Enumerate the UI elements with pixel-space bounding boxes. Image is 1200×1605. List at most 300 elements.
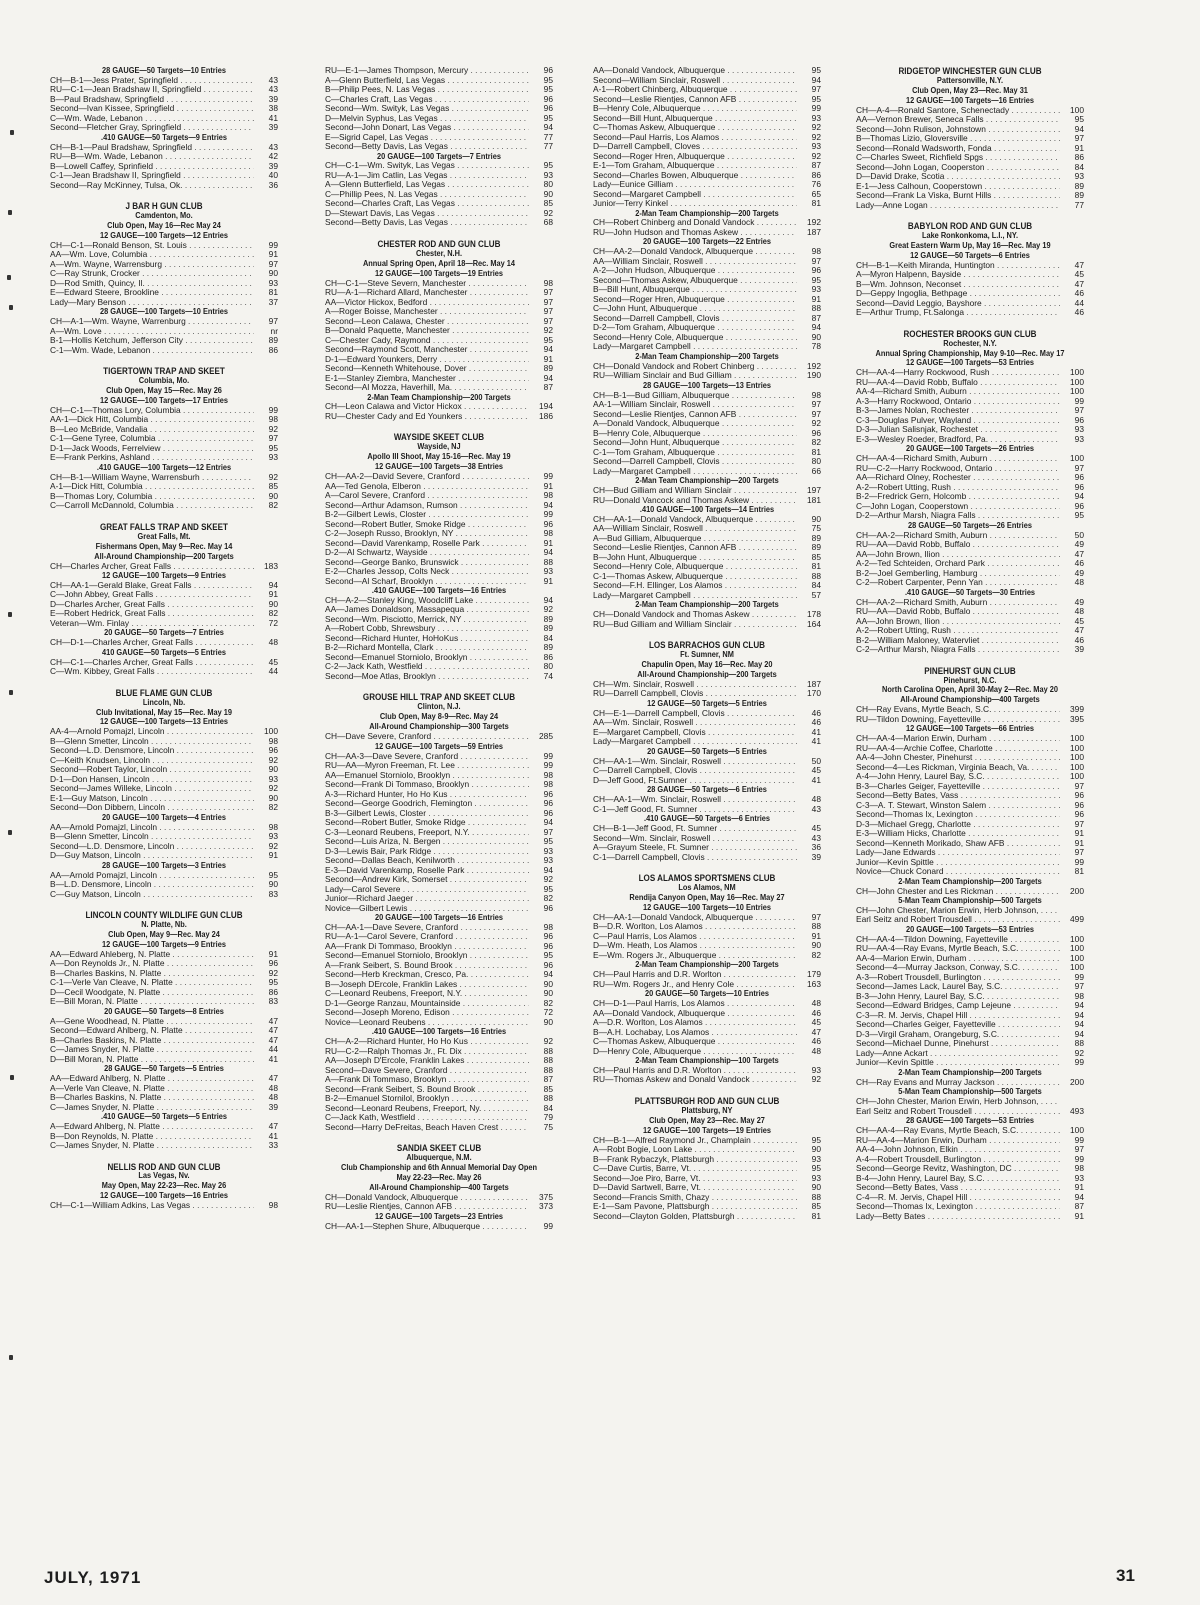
event-heading: All-Around Championship—200 Targets [637, 669, 777, 680]
score: 95 [543, 74, 553, 85]
shooter-entry: Second—Paul Harris, Los Alamos . . . [593, 133, 797, 143]
result-row [325, 558, 553, 568]
result-row [325, 520, 553, 530]
club-results [50, 688, 278, 899]
club-name: PINEHURST GUN CLUB [924, 664, 1016, 676]
score: 100 [1070, 453, 1084, 464]
shooter-entry: Second—Wm. Sinclair, Roswell . . . [593, 834, 797, 844]
score: 99 [1074, 395, 1084, 406]
event-heading: Chester, N.H. [415, 247, 463, 258]
shooter-entry: Second—Henry Cole, Albuquerque . . . [593, 333, 797, 343]
page-number: 31 [1116, 1566, 1135, 1585]
shooter-entry: RU—E-1—James Thompson, Mercury . . . [325, 66, 529, 76]
shooter-entry: CH—B-1—Alfred Raymond Jr., Champlain . . . [593, 1136, 797, 1146]
column [325, 66, 553, 1242]
score: 46 [811, 717, 821, 728]
result-row [593, 718, 821, 728]
club-name: LOS BARRACHOS GUN CLUB [648, 639, 766, 651]
score: 36 [268, 179, 278, 190]
event-heading: Los Alamos, NM [678, 882, 736, 892]
score: 99 [1074, 1153, 1084, 1164]
shooter-entry: C-3—A. T. Stewart, Winston Salem . . . [856, 801, 1060, 811]
score: 84 [543, 632, 553, 643]
score: 88 [811, 570, 821, 581]
result-row [325, 529, 553, 539]
result-row [325, 951, 553, 961]
shooter-entry: Second—Edward Ahlberg, N. Platte . . . [50, 1026, 254, 1036]
shooter-entry: E—Wm. Rogers Jr., Albuquerque . . . [593, 951, 797, 961]
event-heading: Club Open, May 23—Rec. May 31 [912, 84, 1028, 95]
shooter-entry: Second—Charles Bowen, Albuquerque . . . [593, 171, 797, 181]
event-heading: Great Eastern Warm Up, May 16—Rec. May 19 [889, 239, 1051, 250]
result-row [50, 473, 278, 483]
result-row [593, 1155, 821, 1165]
score: 89 [1074, 190, 1084, 201]
shooter-entry: Second—Harry DeFreitas, Beach Haven Crest . . . [325, 1123, 529, 1133]
shooter-entry: Second—Robert Taylor, Lincoln . . . [50, 765, 254, 775]
shooter-entry: CH—C-1—Charles Archer, Great Falls . . . [50, 658, 254, 668]
score: 47 [268, 1015, 278, 1026]
score: 164 [807, 618, 821, 629]
scan-speck [9, 1355, 13, 1360]
score: 49 [1074, 596, 1084, 607]
column [50, 66, 278, 1222]
shooter-entry: B—Frank Rybaczyk, Plattsburgh . . . [593, 1155, 797, 1165]
result-row [593, 314, 821, 324]
score: 38 [268, 103, 278, 114]
score: 178 [807, 609, 821, 620]
score: 87 [811, 312, 821, 323]
result-row [593, 1136, 821, 1146]
shooter-entry: C-1—Verle Van Cleave, N. Platte . . . [50, 978, 254, 988]
shooter-entry: E-1—Guy Matson, Lincoln . . . [50, 794, 254, 804]
shooter-entry: B-2—Gilbert Lewis, Closter . . . [325, 510, 529, 520]
result-row [593, 95, 821, 105]
shooter-entry: Second—Leonard Reubens, Freeport, Ny. . . . [325, 1104, 529, 1114]
shooter-entry: CH—AA-4—Harry Rockwood, Rush . . . [856, 368, 1060, 378]
score: 98 [268, 735, 278, 746]
score: 82 [543, 893, 553, 903]
shooter-entry: Veteran—Wm. Finlay . . . [50, 619, 254, 629]
shooter-entry: Second—L.D. Densmore, Lincoln . . . [50, 842, 254, 852]
result-row [50, 600, 278, 610]
shooter-entry: Second—Francis Smith, Chazy . . . [593, 1193, 797, 1203]
score: 94 [543, 344, 553, 355]
score: 493 [1070, 1105, 1084, 1116]
result-row [593, 104, 821, 114]
result-row [50, 415, 278, 425]
shooter-entry: A—Donald Vandock, Albuquerque . . . [593, 419, 797, 429]
shooter-entry: Second—David Leggio, Bayshore . . . [856, 299, 1060, 309]
event-heading: 12 GAUGE—50 Targets—5 Entries [647, 697, 767, 708]
result-row [593, 913, 821, 923]
shooter-entry: Second—Leslie Rientjes, Cannon AFB . . . [593, 543, 797, 553]
result-row [593, 276, 821, 286]
score: 72 [543, 1007, 553, 1018]
score: 95 [543, 836, 553, 846]
score: 95 [268, 977, 278, 988]
result-row [50, 492, 278, 502]
shooter-entry: D—David Drake, Scotia . . . [856, 172, 1060, 182]
result-row [856, 1183, 1084, 1193]
score: 39 [1074, 644, 1084, 655]
event-heading: May 22-23—Rec. May 26 [396, 1172, 482, 1183]
event-heading: 20 GAUGE—100 Targets—4 Entries [102, 811, 226, 822]
result-row [50, 880, 278, 890]
result-row [50, 581, 278, 591]
score: 97 [1074, 981, 1084, 992]
shooter-entry: B—John Hunt, Albuquerque . . . [593, 553, 797, 563]
score: 80 [543, 179, 553, 190]
score: 90 [268, 764, 278, 775]
club-results [325, 239, 553, 422]
shooter-entry: Second—Andrew Kirk, Somerset . . . [325, 875, 529, 885]
event-heading: Great Falls, Mt. [137, 530, 191, 541]
score: 92 [811, 1074, 821, 1085]
shooter-entry: A-3—Richard Hunter, Ho Ho Kus . . . [325, 790, 529, 800]
score: 89 [543, 613, 553, 624]
shooter-entry: Second—Roger Hren, Albuquerque . . . [593, 295, 797, 305]
shooter-entry: Second—Leon Calawa, Chester . . . [325, 317, 529, 327]
result-row [856, 1202, 1084, 1212]
score: 96 [543, 66, 553, 75]
result-row [856, 906, 1084, 916]
club-results [50, 1162, 278, 1211]
shooter-entry: Second—Henry Cole, Albuquerque . . . [593, 562, 797, 572]
event-heading: 12 GAUGE—100 Targets—12 Entries [99, 230, 229, 241]
shooter-entry: C-1—Jean Bradshaw II, Springfield . . . [50, 171, 254, 181]
shooter-entry: A—Wm. Love . . . [50, 327, 254, 337]
event-heading: 12 GAUGE—100 Targets—19 Entries [374, 267, 504, 278]
shooter-entry: Second—Kenneth Whitehouse, Dover . . . [325, 364, 529, 374]
shooter-entry: A-4—Robert Trousdell, Burlington . . . [856, 1155, 1060, 1165]
score: 97 [811, 255, 821, 266]
score: 45 [1074, 269, 1084, 280]
shooter-entry: D-1—Jack Woods, Ferrelview . . . [50, 444, 254, 454]
shooter-entry: E-3—Wesley Roeder, Bradford, Pa. . . . [856, 435, 1060, 445]
shooter-entry: Second—Darrell Campbell, Clovis . . . [593, 314, 797, 324]
shooter-entry: AA—Vernon Brewer, Seneca Falls . . . [856, 115, 1060, 125]
event-heading: 5-Man Team Championship—500 Targets [898, 895, 1042, 906]
result-row [50, 317, 278, 327]
score: 46 [811, 1007, 821, 1018]
result-row [856, 992, 1084, 1002]
event-heading: 2-Man Team Championship—200 Targets [635, 350, 779, 361]
result-row [593, 1183, 821, 1193]
event-heading: 2-Man Team Championship—200 Targets [635, 599, 779, 610]
result-row [856, 944, 1084, 954]
event-heading: Camdenton, Mo. [135, 210, 193, 221]
shooter-entry: Second—Thomas Askew, Albuquerque . . . [593, 276, 797, 286]
result-row [593, 133, 821, 143]
score: 98 [543, 779, 553, 789]
event-heading: .410 GAUGE—50 Targets—30 Entries [904, 586, 1036, 597]
result-row [856, 744, 1084, 754]
score: 95 [543, 950, 553, 961]
shooter-entry: RU—C-2—Ralph Thomas Jr., Ft. Dix . . . [325, 1047, 529, 1057]
shooter-entry: Second—Betty Davis, Las Vegas . . . [325, 142, 529, 152]
event-heading: All-Around Championship—400 Targets [369, 1181, 509, 1192]
shooter-entry: B—Charles Baskins, N. Platte . . . [50, 1093, 254, 1103]
shooter-entry: D—Henry Cole, Albuquerque . . . [593, 1047, 797, 1057]
shooter-entry: CH—B-1—Paul Bradshaw, Springfield . . . [50, 143, 254, 153]
result-row [856, 1011, 1084, 1021]
result-row [856, 134, 1084, 144]
shooter-entry: CH—AA-1—Wm. Sinclair, Roswell . . . [593, 795, 797, 805]
shooter-entry: CH—C-1—Wm. Swityk, Las Vegas . . . [325, 161, 529, 171]
result-row [593, 941, 821, 951]
event-heading: 28 GAUGE—100 Targets—53 Entries [905, 1115, 1035, 1126]
score: 94 [543, 594, 553, 605]
score: 90 [543, 978, 553, 989]
shooter-entry: B—Glenn Smetter, Lincoln . . . [50, 737, 254, 747]
shooter-entry: D-2—Arthur Marsh, Niagra Falls . . . [856, 511, 1060, 521]
shooter-entry: Lady—Carol Severe . . . [325, 885, 529, 895]
event-heading: N. Platte, Nb. [141, 919, 187, 930]
shooter-entry: C-1—Jeff Good, Ft. Sumner . . . [593, 805, 797, 815]
score: 86 [1074, 152, 1084, 163]
shooter-entry: Second—Wm. Swityk, Las Vegas . . . [325, 104, 529, 114]
result-row [325, 1094, 553, 1104]
club-results [325, 1143, 553, 1231]
club-results [856, 329, 1084, 655]
score: 77 [543, 131, 553, 142]
column [856, 66, 1084, 1232]
score: 192 [807, 217, 821, 228]
result-row [593, 438, 821, 448]
result-row [593, 834, 821, 844]
event-heading: 20 GAUGE—100 Targets—16 Entries [374, 912, 504, 922]
shooter-entry: E—Edward Steere, Brookline . . . [50, 288, 254, 298]
score: 96 [1074, 414, 1084, 425]
shooter-entry: B—Henry Cole, Albuquerque . . . [593, 104, 797, 114]
shooter-entry: Second—John Hunt, Albuquerque . . . [593, 438, 797, 448]
result-row [593, 853, 821, 863]
event-heading: Lincoln, Nb. [142, 696, 186, 707]
result-row [325, 809, 553, 819]
result-row [593, 757, 821, 767]
score: 163 [807, 978, 821, 989]
shooter-entry: AA—Victor Hickox, Bedford . . . [325, 298, 529, 308]
result-row [325, 923, 553, 933]
shooter-entry: B-2—William Maloney, Watervliet . . . [856, 636, 1060, 646]
result-row [856, 144, 1084, 154]
event-heading: 2-Man Team Championship—200 Targets [635, 207, 779, 218]
result-row [50, 1122, 278, 1132]
score: 75 [543, 1121, 553, 1132]
shooter-entry: A—Verle Van Cleave, N. Platte . . . [50, 1084, 254, 1094]
event-heading: Club Open, May 23—Rec. May 27 [649, 1114, 765, 1125]
score: 47 [268, 1073, 278, 1084]
shooter-entry: B-2—Joel Gemberling, Hamburg . . . [856, 569, 1060, 579]
shooter-entry: RU—AA—David Robb, Buffalo . . . [856, 607, 1060, 617]
shooter-entry: CH—D-1—Charles Archer, Great Falls . . . [50, 638, 254, 648]
scan-speck [9, 690, 13, 695]
result-row [856, 569, 1084, 579]
score: 43 [811, 832, 821, 843]
event-heading: Annual Spring Championship, May 9-10—Rec. May 17 [875, 347, 1065, 358]
score: 43 [268, 74, 278, 85]
score: 39 [811, 851, 821, 862]
shooter-entry: C—Charles Sweet, Richfield Spgs . . . [856, 153, 1060, 163]
result-row [50, 434, 278, 444]
result-row [50, 241, 278, 251]
shooter-entry: AA—Arnold Pomajzl, Lincoln . . . [50, 871, 254, 881]
score: 93 [543, 845, 553, 856]
shooter-entry: CH—AA-2—Richard Smith, Auburn . . . [856, 531, 1060, 541]
result-row [856, 1193, 1084, 1203]
result-row [593, 419, 821, 429]
score: 85 [543, 1083, 553, 1094]
shooter-entry: D-2—Al Schwartz, Wayside . . . [325, 548, 529, 558]
shooter-entry: E-1—Jess Calhoun, Cooperstown . . . [856, 182, 1060, 192]
result-row [856, 182, 1084, 192]
shooter-entry: Second—Betty Bates, Vass . . . [856, 791, 1060, 801]
result-row [325, 161, 553, 171]
score: 88 [543, 1064, 553, 1075]
shooter-entry: RU—Bud Gilliam and William Sinclair . . . [593, 620, 797, 630]
result-row [593, 85, 821, 95]
shooter-entry: Second—Fletcher Gray, Springfield . . . [50, 123, 254, 133]
score: 99 [1074, 1057, 1084, 1068]
event-heading: Fishermans Open, May 9—Rec. May 14 [95, 540, 233, 551]
score: 43 [268, 84, 278, 95]
event-heading: 28 GAUGE—100 Targets—13 Entries [642, 379, 772, 390]
shooter-entry: Second—Clayton Golden, Plattsburgh . . . [593, 1212, 797, 1222]
score: 94 [543, 122, 553, 132]
shooter-entry: RU—William Sinclair and Bud Gilliam . . . [593, 371, 797, 381]
event-heading: 12 GAUGE—100 Targets—9 Entries [102, 570, 226, 580]
shooter-entry: Second—Luis Ariza, N. Bergen . . . [325, 837, 529, 847]
result-row [856, 201, 1084, 211]
score: 98 [268, 821, 278, 832]
club-name: BLUE FLAME GUN CLUB [115, 686, 213, 698]
event-heading: Club Invitational, May 15—Rec. May 19 [96, 706, 232, 717]
result-row [593, 304, 821, 314]
shooter-entry: Second—Thomas Ix, Lexington . . . [856, 1202, 1060, 1212]
score: 95 [811, 274, 821, 285]
score: 95 [543, 883, 553, 894]
shooter-entry: D—Stewart Davis, Las Vegas . . . [325, 209, 529, 219]
shooter-entry: Second—Frank La Viska, Burnt Hills . . . [856, 191, 1060, 201]
result-row [593, 76, 821, 86]
score: 39 [268, 1101, 278, 1112]
result-row [856, 406, 1084, 416]
score: 81 [811, 198, 821, 208]
club-name: LINCOLN COUNTY WILDLIFE GUN CLUB [85, 909, 243, 921]
result-row [325, 790, 553, 800]
shooter-entry: A-1—Dick Hitt, Columbia . . . [50, 482, 254, 492]
scan-speck [8, 612, 12, 617]
result-row [856, 559, 1084, 569]
score: 95 [543, 160, 553, 171]
shooter-entry: D—Geppy Ingoglia, Bethpage . . . [856, 289, 1060, 299]
shooter-entry: A-2—Ted Schteiden, Orchard Park . . . [856, 559, 1060, 569]
shooter-entry: CH—AA-1—Gerald Blake, Great Falls . . . [50, 581, 254, 591]
shooter-entry: CH—A-1—Wm. Wayne, Warrenburg . . . [50, 317, 254, 327]
shooter-entry: A—D.R. Worlton, Los Alamos . . . [593, 1018, 797, 1028]
result-row [593, 1066, 821, 1076]
score: 84 [811, 580, 821, 591]
shooter-entry: B—Leo McBride, Vandalia . . . [50, 425, 254, 435]
shooter-entry: CH—Donald Vandock and Thomas Askew . . . [593, 610, 797, 620]
shooter-entry: C—John Abbey, Great Falls . . . [50, 590, 254, 600]
score: 47 [268, 1025, 278, 1036]
score: 95 [543, 334, 553, 345]
shooter-entry: B—Joseph DErcole, Franklin Lakes . . . [325, 980, 529, 990]
score: 94 [543, 969, 553, 980]
shooter-entry: AA—Joseph D'Ercole, Franklin Lakes . . . [325, 1056, 529, 1066]
score: 90 [268, 879, 278, 890]
result-row [593, 257, 821, 267]
score: 93 [543, 566, 553, 577]
event-heading: North Carolina Open, April 30-May 2—Rec. May 20 [882, 684, 1058, 695]
result-row [325, 66, 553, 76]
shooter-entry: A—Robt Bogie, Loon Lake . . . [593, 1145, 797, 1155]
event-heading: Pattersonville, N.Y. [936, 74, 1004, 85]
result-row [325, 942, 553, 952]
shooter-entry: AA—William Sinclair, Roswell . . . [593, 257, 797, 267]
shooter-entry: CH—B-1—Keith Miranda, Huntington . . . [856, 261, 1060, 271]
result-row [325, 856, 553, 866]
shooter-entry: AA—Edward Ahlberg, N. Platte . . . [50, 1074, 254, 1084]
shooter-entry: Second—L.D. Densmore, Lincoln . . . [50, 746, 254, 756]
result-row [325, 123, 553, 133]
result-row [325, 662, 553, 672]
result-row [856, 1145, 1084, 1155]
score: 99 [268, 239, 278, 250]
shooter-entry: Second—Al Mozza, Haverhill, Ma. . . . [325, 383, 529, 393]
score: 99 [1074, 1134, 1084, 1145]
score: 94 [811, 74, 821, 85]
event-heading: Club Open, May 9—Rec. May 24 [108, 928, 220, 939]
result-row [593, 161, 821, 171]
score: 100 [1070, 1125, 1084, 1136]
shooter-entry: CH—AA-4—Ray Evans, Myrtle Beach, S.C. . . . [856, 1126, 1060, 1136]
score: 80 [543, 661, 553, 672]
result-row [50, 425, 278, 435]
result-row [593, 400, 821, 410]
club-results [856, 666, 1084, 1221]
result-row [856, 636, 1084, 646]
issue-date: JULY, 1971 [44, 1568, 142, 1587]
result-row [593, 218, 821, 228]
result-row [50, 181, 278, 191]
result-row [856, 626, 1084, 636]
shooter-entry: CH—AA-4—Marion Erwin, Durham . . . [856, 734, 1060, 744]
result-row [593, 562, 821, 572]
score: 100 [1070, 761, 1084, 772]
result-row [593, 190, 821, 200]
shooter-entry: B—Charles Baskins, N. Platte . . . [50, 1036, 254, 1046]
result-row [325, 364, 553, 374]
score: 43 [268, 141, 278, 152]
club-results [50, 66, 278, 190]
score: 85 [811, 551, 821, 562]
score: 81 [811, 1210, 821, 1221]
result-row [325, 288, 553, 298]
shooter-entry: AA-4—John Chester, Pinehurst . . . [856, 753, 1060, 763]
club-name: SANDIA SKEET CLUB [396, 1142, 482, 1154]
shooter-entry: Second—Frank Seibert, S. Bound Brook . . . [325, 1085, 529, 1095]
shooter-entry: C—Dave Curtis, Barre, Vt. . . . [593, 1164, 797, 1174]
result-row [593, 766, 821, 776]
event-heading: 28 GAUGE—50 Targets—26 Entries [908, 519, 1032, 530]
shooter-entry: CH—Paul Harris and D.R. Worlton . . . [593, 1066, 797, 1076]
score: 97 [543, 296, 553, 307]
score: 49 [1074, 567, 1084, 578]
shooter-entry: AA-4—Arnold Pomajzl, Lincoln . . . [50, 727, 254, 737]
